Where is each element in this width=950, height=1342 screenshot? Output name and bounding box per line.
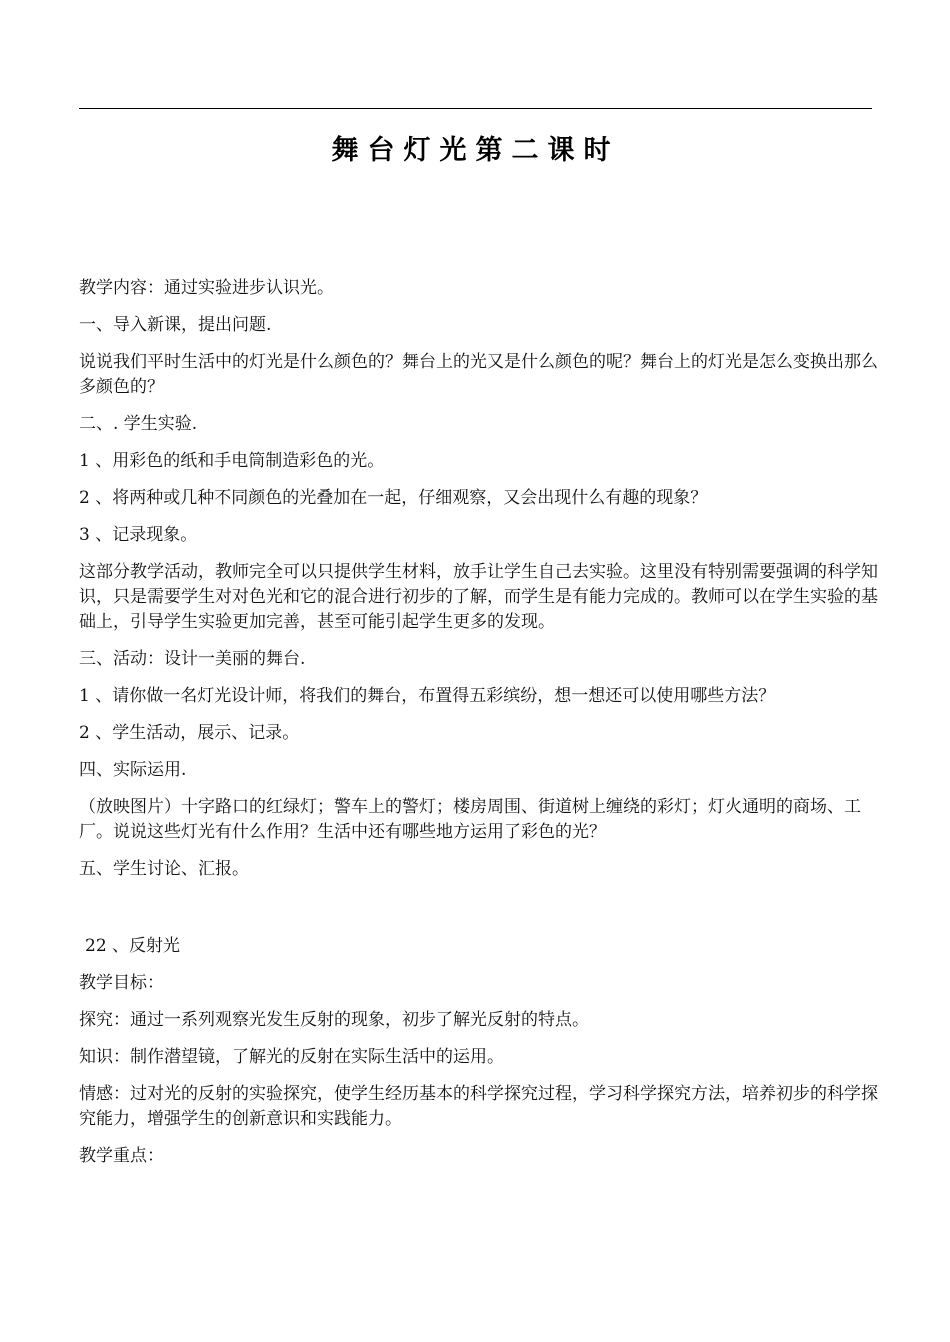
application-text: （放映图片）十字路口的红绿灯；警车上的警灯；楼房周围、街道树上缠绕的彩灯；灯火通明的商场、工厂。说说这些灯光有什么作用？生活中还有哪些地方运用了彩色的光？	[79, 797, 861, 842]
experiment-step-1: 1 、用彩色的纸和手电筒制造彩色的光。	[79, 451, 385, 471]
teaching-focus-heading: 教学重点：	[79, 1146, 164, 1166]
teaching-goals-heading: 教学目标：	[79, 973, 164, 993]
goal-inquiry: 探究：通过一系列观察光发生反射的现象，初步了解光反射的特点。	[79, 1010, 589, 1030]
document-body	[79, 276, 879, 1181]
page-title: 舞台灯光第二课时	[331, 135, 620, 166]
section-four-heading: 四、实际运用.	[79, 760, 187, 780]
activity-step-1: 1 、请你做一名灯光设计师，将我们的舞台，布置得五彩缤纷，想一想还可以使用哪些方法？	[79, 686, 776, 706]
section-two-heading: 二、. 学生实验.	[79, 414, 198, 434]
section-one-text: 说说我们平时生活中的灯光是什么颜色的？舞台上的光又是什么颜色的呢？舞台上的灯光是怎么变换出那么多颜色的？	[79, 352, 878, 397]
section-five-heading: 五、学生讨论、汇报。	[79, 859, 249, 879]
lesson-22-heading: 22 、反射光	[85, 936, 181, 956]
header-rule	[79, 108, 872, 109]
section-one-heading: 一、导入新课，提出问题.	[79, 315, 272, 335]
teaching-note: 这部分教学活动，教师完全可以只提供学生材料，放手让学生自己去实验。这里没有特别需要强调的科学知识，只是需要学生对对色光和它的混合进行初步的了解，而学生是有能力完成的。教师可以在学生实验的基础上，引导学生实验更加完善，甚至可能引起学生更多的发现。	[79, 562, 878, 632]
experiment-step-3: 3 、记录现象。	[79, 525, 198, 545]
teaching-content: 教学内容：通过实验进步认识光。	[79, 278, 334, 298]
goal-emotion: 情感：过对光的反射的实验探究，使学生经历基本的科学探究过程，学习科学探究方法，培养初步的科学探究能力，增强学生的创新意识和实践能力。	[79, 1084, 878, 1129]
section-gap	[79, 894, 879, 934]
section-three-heading: 三、活动：设计一美丽的舞台.	[79, 649, 306, 669]
goal-knowledge: 知识：制作潜望镜，了解光的反射在实际生活中的运用。	[79, 1047, 504, 1067]
experiment-step-2: 2 、将两种或几种不同颜色的光叠加在一起，仔细观察，又会出现什么有趣的现象？	[79, 488, 708, 508]
activity-step-2: 2 、学生活动，展示、记录。	[79, 723, 300, 743]
